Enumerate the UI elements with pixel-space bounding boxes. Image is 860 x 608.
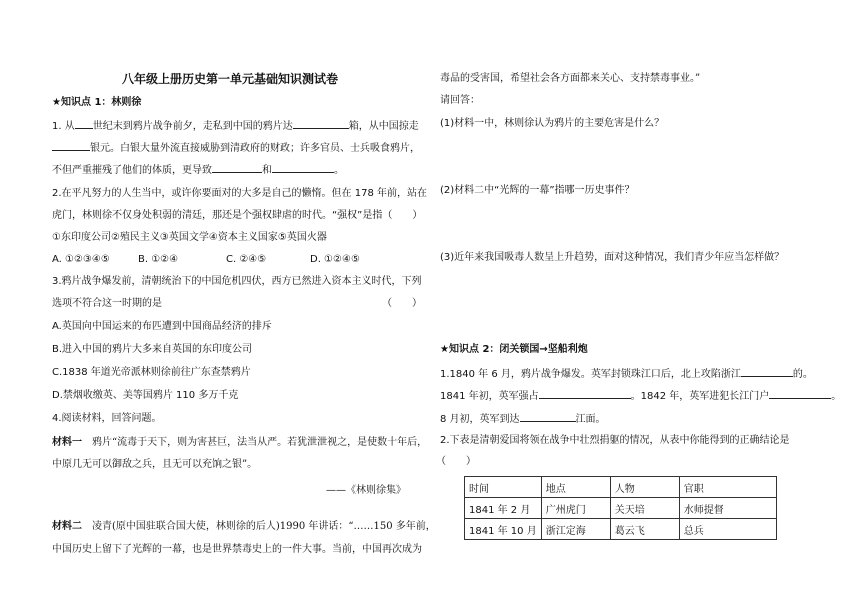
- question-1-text: 1. 从: [52, 121, 75, 132]
- question-3-line-2: 选项不符合这一时期的是: [52, 298, 162, 309]
- question-1-text: 不但严重摧残了他们的体质，更导致: [52, 165, 212, 176]
- question-3-line-1: 3.鸦片战争爆发前，清朝统治下的中国危机四伏，西方已然进入资本主义时代，下列: [52, 276, 422, 287]
- question-1-line-3: [52, 162, 344, 178]
- table-cell: 1841 年 10 月: [465, 519, 542, 540]
- question-1-line-2: [52, 140, 420, 156]
- kp2-question-1-line-1: [440, 366, 813, 382]
- answer-blank[interactable]: [539, 388, 631, 399]
- table-header-row: [465, 477, 777, 498]
- question-2-option-d[interactable]: D. ①②④⑤: [310, 254, 360, 265]
- table-cell: 葛云飞: [610, 519, 679, 540]
- question-3-answer-paren: （ ）: [382, 298, 422, 309]
- answer-blank[interactable]: [520, 411, 576, 422]
- page-title: 八年级上册历史第一单元基础知识测试卷: [122, 72, 339, 86]
- kp2-question-1-text: 的。: [792, 369, 813, 380]
- answer-blank[interactable]: [212, 162, 262, 173]
- question-2-option-a[interactable]: A. ①②③④⑤: [52, 254, 110, 265]
- answer-blank[interactable]: [769, 388, 831, 399]
- table-cell: 关天培: [610, 498, 679, 519]
- kp2-question-1-text: 8 月初，英军到达: [440, 414, 520, 425]
- table-cell: 总兵: [679, 519, 776, 540]
- answer-blank[interactable]: [741, 366, 793, 377]
- table-header-cell: 人物: [610, 477, 679, 498]
- kp2-question-1-text: 。1842 年，英军进犯长江门户: [630, 391, 770, 402]
- question-2-line-1: 2.在平凡努力的人生当中，或许你要面对的大多是自己的懒惰。但在 178 年前，站在: [52, 188, 427, 199]
- material-2-label: 材料二: [52, 521, 82, 532]
- material-1-text: 鸦片“流毒于天下，则为害甚巨，法当从严。若犹泄泄视之，是使数十年后，: [82, 437, 428, 448]
- material-2-line-2: 中国历史上留下了光辉的一幕，也是世界禁毒史上的一件大事。当前，中国再次成为: [52, 544, 422, 555]
- knowledge-point-2-heading: ★知识点 2：闭关锁国→坚船利炮: [440, 344, 588, 355]
- question-3-option-d[interactable]: D.禁烟收缴英、美等国鸦片 110 多万千克: [52, 390, 239, 401]
- martyrs-table: [464, 476, 777, 540]
- question-2-items: ①东印度公司②殖民主义③英国文学④资本主义国家⑤英国火器: [52, 232, 327, 243]
- table-header-cell: 时间: [465, 477, 542, 498]
- kp2-question-2-line-1: 2.下表是清朝爱国将领在战争中壮烈捐躯的情况，从表中你能得到的正确结论是: [440, 435, 790, 446]
- question-1-text: 箱，从中国掠走: [348, 121, 419, 132]
- sub-question-1: (1)材料一中，林则徐认为鸦片的主要危害是什么？: [440, 118, 665, 129]
- material-1-line-2: 中原几无可以御敌之兵，且无可以充饷之银”。: [52, 459, 258, 470]
- kp2-question-1-line-3: [440, 411, 606, 427]
- question-2-option-b[interactable]: B. ①②④: [138, 254, 179, 265]
- kp2-question-1-text: 。: [831, 391, 842, 402]
- question-2-option-c[interactable]: C. ②④⑤: [226, 254, 267, 265]
- material-1-line-1: [52, 436, 427, 450]
- question-1-text: 银元。白银大量外流直接威胁到清政府的财政；许多官员、士兵吸食鸦片，: [90, 143, 420, 154]
- question-1-line-1: [52, 118, 419, 134]
- material-1-source: ——《林则徐集》: [326, 485, 406, 496]
- question-1-text: 和: [262, 165, 272, 176]
- kp2-question-1-text: 1841 年初，英军强占: [440, 391, 539, 402]
- table-header-cell: 地点: [541, 477, 610, 498]
- answer-blank[interactable]: [293, 118, 349, 129]
- material-2-continuation: 毒品的受害国，希望社会各方面都来关心、支持禁毒事业。”: [440, 73, 701, 84]
- answer-blank[interactable]: [75, 118, 93, 129]
- material-2-text: 凌青(原中国驻联合国大使，林则徐的后人)1990 年讲话：“……150 多年前，: [82, 521, 436, 532]
- question-1-text: 。: [334, 165, 344, 176]
- table-row: [465, 519, 777, 540]
- answer-blank[interactable]: [52, 140, 90, 151]
- table-cell: 1841 年 2 月: [465, 498, 542, 519]
- question-4-line-1: 4.阅读材料，回答问题。: [52, 413, 162, 424]
- answer-blank[interactable]: [272, 162, 334, 173]
- table-cell: 浙江定海: [541, 519, 610, 540]
- kp2-question-2-answer-paren: （ ）: [436, 456, 476, 467]
- question-3-option-b[interactable]: B.进入中国的鸦片大多来自英国的东印度公司: [52, 344, 253, 355]
- material-1-label: 材料一: [52, 437, 82, 448]
- question-1-text: 世纪末到鸦片战争前夕，走私到中国的鸦片达: [92, 121, 293, 132]
- table-row: [465, 498, 777, 519]
- sub-question-2: (2)材料二中“光辉的一幕”指哪一历史事件？: [440, 185, 635, 196]
- table-cell: 水师提督: [679, 498, 776, 519]
- sub-question-3: (3)近年来我国吸毒人数呈上升趋势，面对这种情况，我们青少年应当怎样做？: [440, 252, 785, 263]
- question-2-line-2: 虎门，林则徐不仅身处积弱的清廷，那还是个强权肆虐的时代。“强权”是指（ ）: [52, 210, 423, 221]
- kp2-question-1-text: 1.1840 年 6 月，鸦片战争爆发。英军封锁珠江口后，北上攻陷浙江: [440, 369, 741, 380]
- kp2-question-1-line-2: [440, 388, 841, 404]
- table-header-cell: 官职: [679, 477, 776, 498]
- answer-prompt: 请回答：: [440, 95, 480, 106]
- question-3-option-a[interactable]: A.英国向中国运来的布匹遭到中国商品经济的排斥: [52, 321, 272, 332]
- material-2-line-1: [52, 520, 436, 534]
- kp2-question-1-text: 江面。: [575, 414, 606, 425]
- question-3-option-c[interactable]: C.1838 年道光帝派林则徐前往广东查禁鸦片: [52, 367, 251, 378]
- knowledge-point-1-heading: ★知识点 1：林则徐: [52, 97, 142, 108]
- table-cell: 广州虎门: [541, 498, 610, 519]
